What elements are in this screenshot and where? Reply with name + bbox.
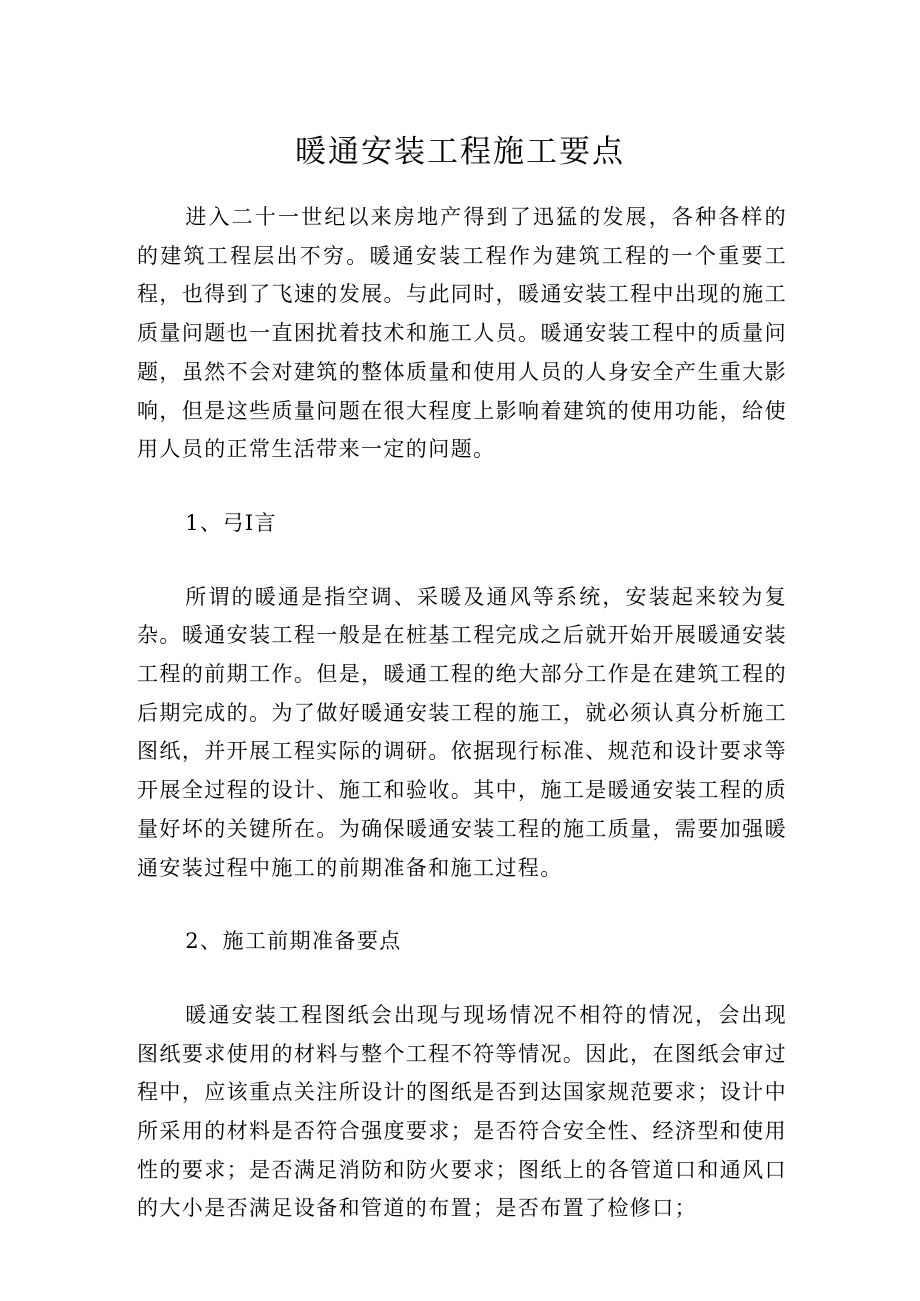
paragraph-gap	[137, 543, 787, 578]
document-title: 暖通安装工程施工要点	[295, 134, 625, 170]
section-paragraph-introduction: 所谓的暖通是指空调、采暖及通风等系统，安装起来较为复杂。暖通安装工程一般是在桩基工程完成之后就开始开展暖通安装工程的前期工作。但是，暖通工程的绝大部分工作是在建筑工程的后期完成的。为了做好暖通安装工程的施工，就必须认真分析施工图纸，并开展工程实际的调研。依据现行标准、规范和设计要求等开展全过程的设计、施工和验收。其中，施工是暖通安装工程的质量好坏的关键所在。为确保暖通安装工程的施工质量，需要加强暖通安装过程中施工的前期准备和施工过程。	[137, 584, 787, 880]
section-heading-preparation: 2、施工前期准备要点	[185, 929, 402, 954]
paragraph-gap	[137, 887, 787, 922]
paragraph-gap	[137, 961, 787, 996]
paragraph-gap	[137, 469, 787, 504]
section-paragraph-preparation: 暖通安装工程图纸会出现与现场情况不相符的情况，会出现图纸要求使用的材料与整个工程不符等情况。因此，在图纸会审过程中，应该重点关注所设计的图纸是否到达国家规范要求；设计中所采用的材料是否符合强度要求；是否符合安全性、经济型和使用性的要求；是否满足消防和防火要求；图纸上的各管道口和通风口的大小是否满足设备和管道的布置；是否布置了检修口；	[137, 1002, 787, 1221]
section-heading-introduction: 1、弓I言	[185, 510, 277, 535]
intro-paragraph: 进入二十一世纪以来房地产得到了迅猛的发展，各种各样的的建筑工程层出不穷。暖通安装工程作为建筑工程的一个重要工程，也得到了飞速的发展。与此同时，暖通安装工程中出现的施工质量问题也一直困扰着技术和施工人员。暖通安装工程中的质量问题，虽然不会对建筑的整体质量和使用人员的人身安全产生重大影响，但是这些质量问题在很大程度上影响着建筑的使用功能，给使用人员的正常生活带来一定的问题。	[137, 205, 787, 462]
document-body	[137, 198, 787, 1228]
